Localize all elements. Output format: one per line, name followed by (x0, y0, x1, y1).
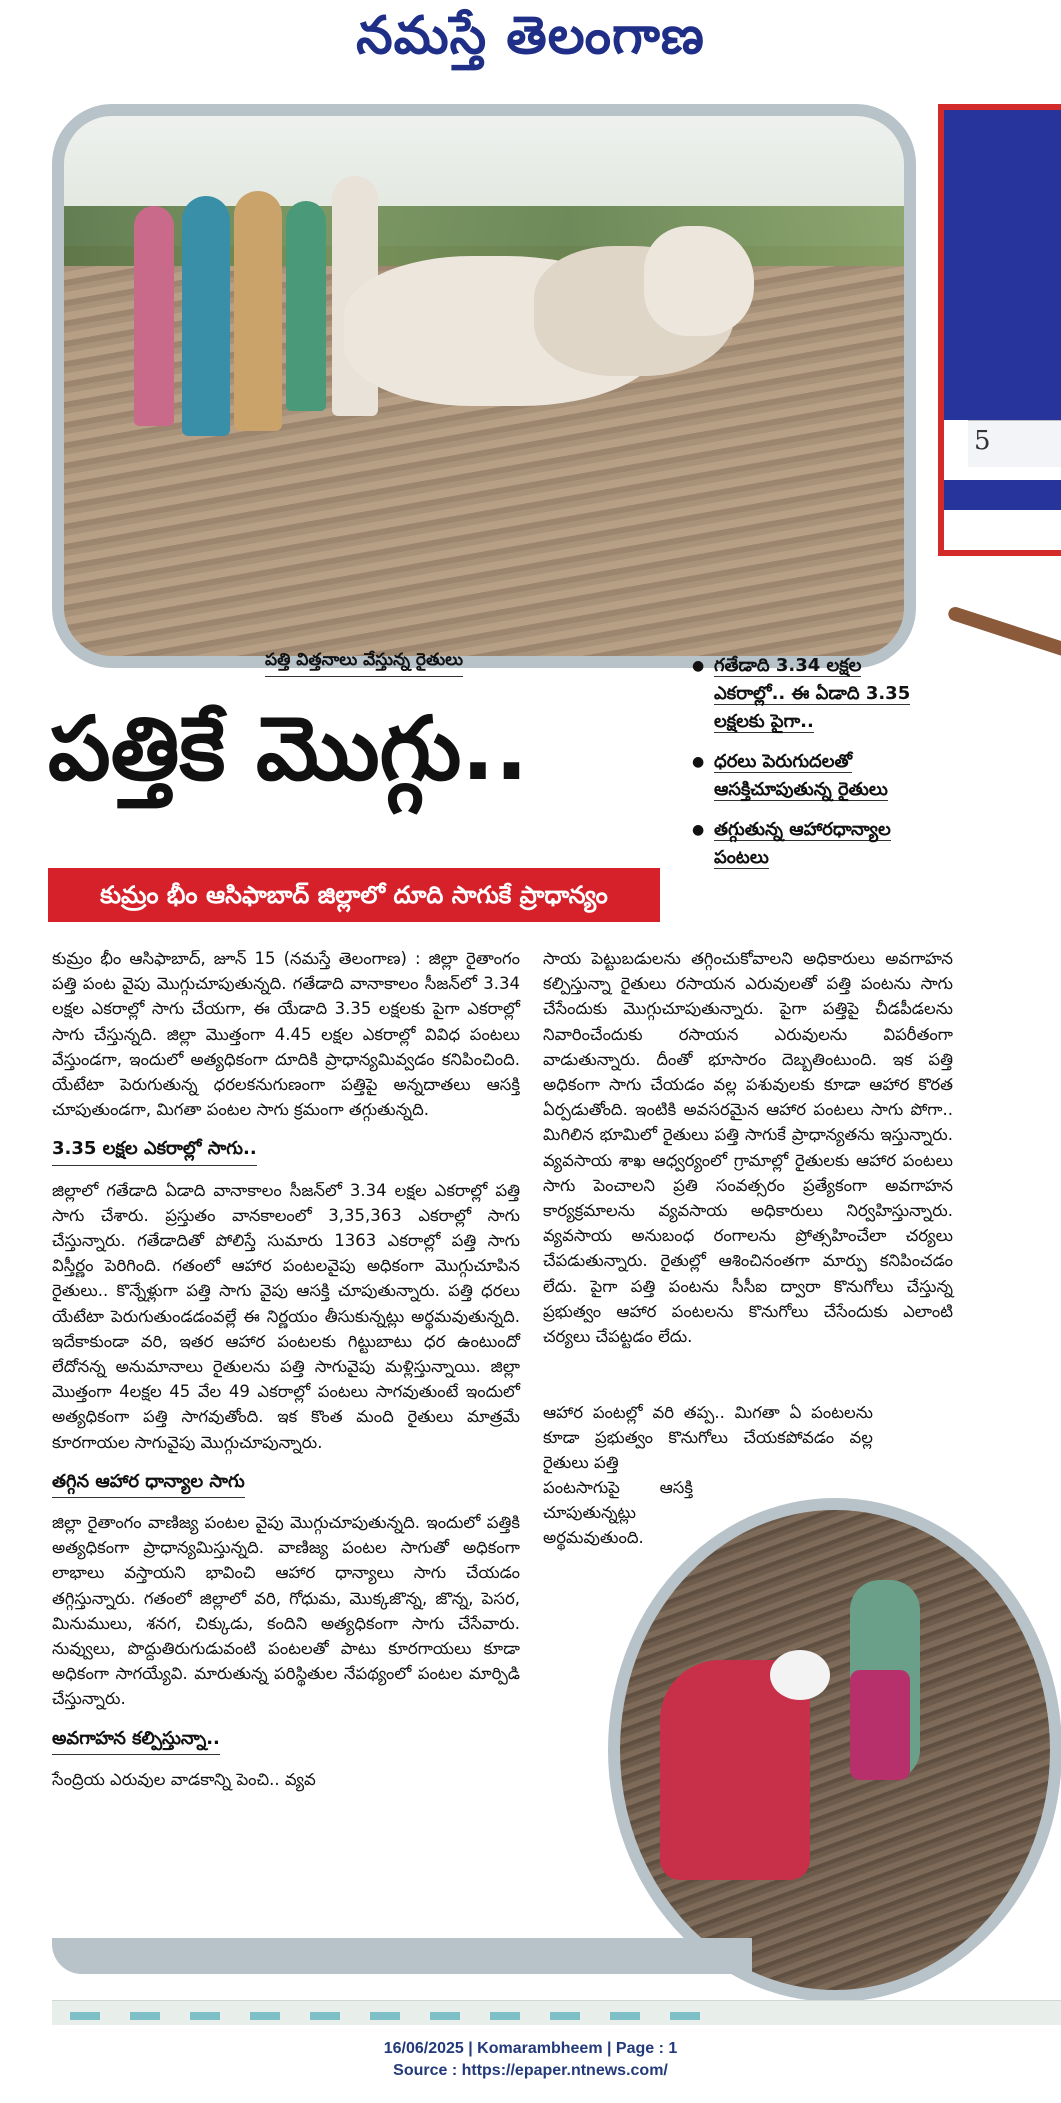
women-sowing-photo (608, 1498, 1061, 2002)
footer-source: Source : https://epaper.ntnews.com/ (393, 2062, 668, 2079)
article-paragraph: జిల్లా రైతాంగం వాణిజ్య పంటల వైపు మొగ్గుచూపుతున్నది. ఇందులో పత్తికి అత్యధికంగా ప్రాధాన్యమిస్తున్నది. వాణిజ్య పంటల సాగుతో అధికంగా లాభాలు వస్తాయని భావించి ఆహార ధాన్యాలు సాగు చేయడం తగ్గిస్తున్నారు. గతంలో జిల్లాలో వరి, గోధుమ, మొక్కజొన్న, జొన్న, పెసర, మినుములు, శనగ, చిక్కుడు, కందిని అత్యధికంగా సాగు చేసేవారు. నువ్వులు, పొద్దుతిరుగుడువంటి పంటలతో పాటు కూరగాయలు కూడా అధికంగా సాగయ్యేవి. మారుతున్న పరిస్థితుల నేపథ్యంలో పంటల మార్పిడి చేస్తున్నారు. (52, 1513, 520, 1709)
woman-scarf (770, 1650, 830, 1700)
farmer-figure (234, 191, 282, 431)
farmer-figure (182, 196, 230, 436)
article-headline: పత్తికే మొగ్గు.. (48, 697, 529, 800)
section-heading: 3.35 లక్షల ఎకరాల్లో సాగు.. (52, 1136, 257, 1165)
ox-head (644, 226, 754, 336)
section-heading: అవగాహన కల్పిస్తున్నా.. (52, 1726, 220, 1755)
article-paragraph: ఆహార పంటల్లో వరి తప్ప.. మిగతా ఏ పంటలను కూడా ప్రభుత్వం కొనుగోలు చేయకపోవడం వల్ల రైతులు పత్తి (543, 1403, 873, 1473)
bullet-item (692, 748, 922, 804)
farmer-figure (134, 206, 174, 426)
section-heading: తగ్గిన ఆహార ధాన్యాల సాగు (52, 1469, 245, 1498)
bullet-item (692, 652, 922, 736)
article-column-2 (543, 946, 953, 1355)
article-paragraph: జిల్లాలో గతేడాది ఏడాది వానాకాలం సీజన్‌లో 3.34 లక్షల ఎకరాల్లో పత్తి సాగు చేశారు. ప్రస్తుతం వానకాలంలో 3,35,363 ఎకరాల్లో సాగు చేస్తున్నారు. గతేడాదితో పోలిస్తే సుమారు 1363 ఎకరాల్లో పత్తి సాగు విస్తీర్ణం పెరిగింది. గతంలో ఆహార పంటలవైపు అధికంగా మొగ్గుచూపిన రైతులు.. కొన్నేళ్లుగా పత్తి సాగు వైపు ఆసక్తి చూపుతున్నారు. పత్తి ధరలు యేటేటా పెరుగుతుండడంవల్లే ఈ నిర్ణయం తీసుకున్నట్లు అర్థమవుతున్నది. ఇదేకాకుండా వరి, ఇతర ఆహార పంటలకు గిట్టుబాటు ధర ఉంటుందో లేదోనన్న అనుమానాలు రైతులను పత్తి సాగువైపు మళ్లిస్తున్నాయి. జిల్లా మొత్తంగా 4లక్షల 45 వేల 49 ఎకరాల్లో పంటలు సాగవుతుంటే ఇందులో అత్యధికంగా పత్తి సాగవుతోంది. ఇక కొంత మంది రైతులు మాత్రమే కూరగాయల సాగువైపు మొగ్గుచూపున్నారు. (52, 1180, 520, 1452)
article-column-2-narrow (543, 1475, 693, 1557)
adjacent-box-band (944, 480, 1061, 510)
article-paragraph: కుమ్రం భీం ఆసిఫాబాద్, జూన్ 15 (నమస్తే తెలంగాణ) : జిల్లా రైతాంగం పత్తి పంట వైపు మొగ్గుచూపుతున్నది. గతేడాది వానాకాలం సీజన్‌లో 3.34 లక్షల ఎకరాల్లో సాగు చేయగా, ఈ యేడాది 3.35 లక్షలకు పైగా ఎకరాల్లో సాగు చేస్తున్నది. జిల్లా మొత్తంగా 4.45 లక్షల ఎకరాల్లో వివిధ పంటలు వేస్తుండగా, ఇందులో అత్యధికంగా దూదికి ప్రాధాన్యమివ్వడం కనిపించింది. యేటేటా పెరుగుతున్న ధరలకనుగుణంగా పత్తిపై అన్నదాతలు ఆసక్తి చూపుతుండగా, మిగతా పంటల సాగు క్రమంగా తగ్గుతున్నది. (52, 949, 520, 1120)
woman-saree (850, 1670, 910, 1780)
adjacent-photo-stick (947, 605, 1061, 665)
adjacent-box-banner (944, 110, 1061, 420)
photo-caption: పత్తి విత్తనాలు వేస్తున్న రైతులు (265, 650, 463, 677)
bullet-item (692, 816, 922, 872)
farmers-sowing-photo (52, 104, 916, 668)
article-paragraph: పంటసాగుపై ఆసక్తి చూపుతున్నట్లు అర్థమవుతుంది. (543, 1478, 693, 1548)
page-bottom-strip-pattern (70, 2012, 730, 2020)
bullet-text: తగ్గుతున్న ఆహారధాన్యాల పంటలు (714, 819, 891, 868)
bullet-text: ధరలు పెరుగుదలతో ఆసక్తిచూపుతున్న రైతులు (714, 751, 888, 800)
adjacent-article-box (938, 104, 1061, 556)
farmer-figure (286, 201, 326, 411)
article-column-2-tail (543, 1400, 873, 1482)
page-border-band (52, 1938, 752, 1974)
highlight-bullets (692, 652, 922, 884)
article-column-1 (52, 946, 520, 1798)
newspaper-masthead: నమస్తే తెలంగాణ (356, 6, 705, 66)
bullet-text: గతేడాది 3.34 లక్షల ఎకరాల్లో.. ఈ ఏడాది 3.35 లక్షలకు పైగా.. (714, 655, 911, 732)
adjacent-box-number: 5 (974, 426, 991, 456)
article-paragraph: సాయ పెట్టుబడులను తగ్గించుకోవాలని అధికారులు అవగాహన కల్పిస్తున్నా రైతులు రసాయన ఎరువులతో పత్తి పంటను సాగు చేసేందుకు మొగ్గుచూపుతున్నారు. పైగా పత్తిపై చీడపీడలను నివారించేందుకు రసాయన ఎరువులను విపరీతంగా వాడుతున్నారు. దీంతో భూసారం దెబ్బతింటుంది. ఇక పత్తి అధికంగా సాగు చేయడం వల్ల పశువులకు కూడా ఆహార కొరత ఏర్పడుతోంది. ఇంటికి అవసరమైన ఆహార పంటలు సాగు పోగా.. మిగిలిన భూమిలో రైతులు పత్తి సాగుకే ప్రాధాన్యతను ఇస్తున్నారు. వ్యవసాయ శాఖ ఆధ్వర్యంలో గ్రామాల్లో రైతులకు ఆహార పంటలు సాగు పెంచాలని ప్రతి సంవత్సరం ప్రత్యేకంగా అవగాహన కార్యక్రమాలను వ్యవసాయ అధికారులు నిర్వహిస్తున్నారు. వ్యవసాయ అనుబంధ రంగాలను ప్రోత్సహించేలా చర్యలు చేపడుతున్నారు. రైతుల్లో ఆశించినంతగా మార్పు కనిపించడం లేదు. పైగా పత్తి పంటను సీసీఐ ద్వారా కొనుగోలు చేస్తున్న ప్రభుత్వం ఆహార పంటలను కొనుగోలు చేసేందుకు ఎలాంటి చర్యలు చేపట్టడం లేదు. (543, 949, 953, 1347)
article-paragraph: సేంద్రియ ఎరువుల వాడకాన్ని పెంచి.. వ్యవ (52, 1769, 316, 1789)
article-subheadline: కుమ్రం భీం ఆసిఫాబాద్ జిల్లాలో దూది సాగుకే ప్రాధాన్యం (48, 868, 660, 922)
footer-date-edition: 16/06/2025 | Komarambheem | Page : 1 (383, 2040, 678, 2057)
